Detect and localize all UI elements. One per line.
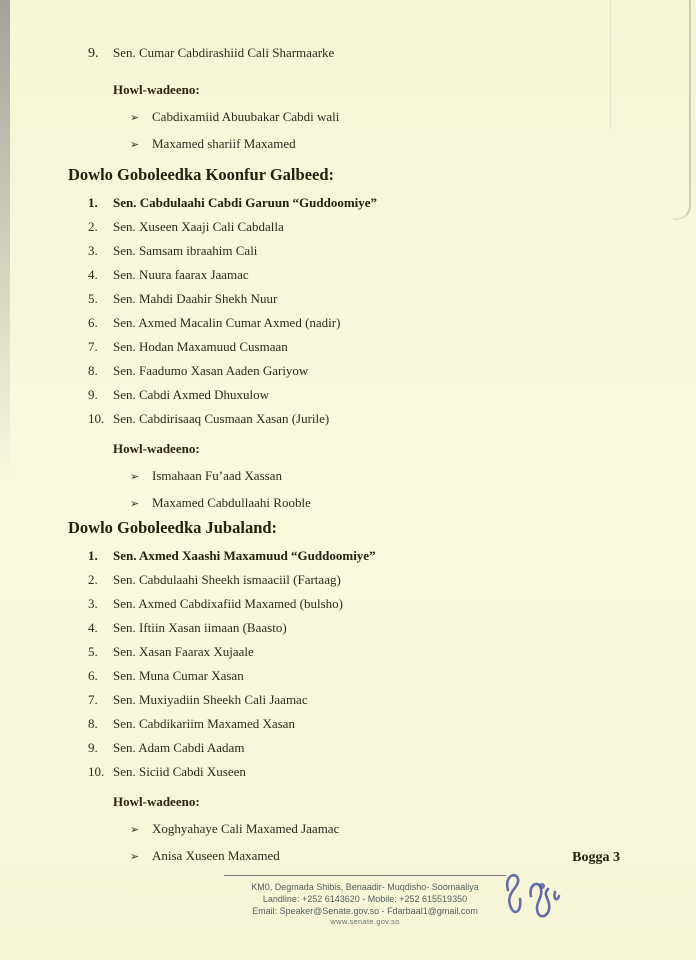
member-row <box>88 691 696 709</box>
member-number: 1. <box>88 548 98 563</box>
member-number: 3. <box>88 596 98 611</box>
member-name: Sen. Cabdulaahi Cabdi Garuun “Guddoomiye” <box>113 195 378 210</box>
member-name: Sen. Adam Cabdi Aadam <box>113 740 245 755</box>
member-list <box>0 194 696 428</box>
member-name: Sen. Axmed Xaashi Maxamuud “Guddoomiye” <box>113 548 376 563</box>
member-name: Sen. Muxiyadiin Sheekh Cali Jaamac <box>113 692 308 707</box>
member-name: Sen. Cabdulaahi Sheekh ismaaciil (Fartaag) <box>113 572 341 587</box>
sections <box>0 164 696 866</box>
member-row <box>88 362 696 380</box>
member-name: Sen. Hodan Maxamuud Cusmaan <box>113 339 288 354</box>
member-name: Sen. Samsam ibraahim Cali <box>113 243 258 258</box>
arrow-bullet-icon: ➢ <box>130 139 140 151</box>
member-number: 6. <box>88 315 98 330</box>
member-number: 7. <box>88 692 98 707</box>
page-number: Bogga 3 <box>572 850 620 865</box>
member-name: Sen. Xuseen Xaaji Cali Cabdalla <box>113 219 284 234</box>
footer-emails: Email: Speaker@Senate.gov.so - Fdarbaal1@gmail.com <box>252 906 478 916</box>
section-title: Dowlo Goboleedka Jubaland: <box>68 518 278 537</box>
member-row <box>88 571 696 589</box>
staff-item <box>130 467 696 486</box>
member-name: Sen. Cabdi Axmed Dhuxulow <box>113 387 269 402</box>
staff-heading: Howl-wadeeno: <box>113 441 200 456</box>
staff-list <box>0 467 696 513</box>
staff-name: Maxamed Cabdullaahi Rooble <box>152 495 311 510</box>
member-row <box>88 386 696 404</box>
arrow-bullet-icon: ➢ <box>130 498 140 510</box>
footer-phones: Landline: +252 6143620 - Mobile: +252 615519350 <box>262 894 468 904</box>
staff-name: Ismahaan Fu’aad Xassan <box>152 468 282 483</box>
staff-name: Cabdixamiid Abuubakar Cabdi wali <box>152 109 340 124</box>
footer-divider <box>224 875 506 876</box>
member-number: 2. <box>88 219 98 234</box>
staff-name: Maxamed shariif Maxamed <box>152 136 296 151</box>
member-number: 7. <box>88 339 98 354</box>
member-name: Sen. Muna Cumar Xasan <box>113 668 244 683</box>
member-row <box>88 547 696 565</box>
member-name: Sen. Axmed Macalin Cumar Axmed (nadir) <box>113 315 341 330</box>
arrow-bullet-icon: ➢ <box>130 851 140 863</box>
staff-item <box>130 135 696 154</box>
section-title: Dowlo Goboleedka Koonfur Galbeed: <box>68 165 335 184</box>
member-number: 10. <box>88 411 105 426</box>
staff-name: Xoghyahaye Cali Maxamed Jaamac <box>152 821 340 836</box>
footer-address: KM0, Degmada Shibis, Benaadir- Muqdisho- Soomaaliya <box>251 882 479 892</box>
member-number: 4. <box>88 620 98 635</box>
member-row <box>88 218 696 236</box>
member-name: Sen. Xasan Faarax Xujaale <box>113 644 254 659</box>
state-section <box>0 164 696 513</box>
member-row <box>88 194 696 212</box>
member-number: 9. <box>88 46 99 61</box>
arrow-bullet-icon: ➢ <box>130 471 140 483</box>
member-row <box>88 739 696 757</box>
staff-name: Anisa Xuseen Maxamed <box>152 848 280 863</box>
member-name: Sen. Mahdi Daahir Shekh Nuur <box>113 291 278 306</box>
staff-item <box>130 108 696 127</box>
member-name: Sen. Iftiin Xasan iimaan (Baasto) <box>113 620 287 635</box>
member-number: 1. <box>88 195 98 210</box>
member-name: Sen. Cabdirisaaq Cusmaan Xasan (Jurile) <box>113 411 330 426</box>
member-number: 4. <box>88 267 98 282</box>
member-name: Sen. Axmed Cabdixafiid Maxamed (bulsho) <box>113 596 343 611</box>
member-name: Sen. Siciid Cabdi Xuseen <box>113 764 246 779</box>
member-row <box>88 667 696 685</box>
member-number: 3. <box>88 243 98 258</box>
arrow-bullet-icon: ➢ <box>130 824 140 836</box>
member-row <box>88 643 696 661</box>
member-number: 9. <box>88 740 98 755</box>
member-row <box>88 314 696 332</box>
member-row <box>88 44 696 63</box>
state-section <box>0 517 696 866</box>
staff-item <box>130 494 696 513</box>
member-number: 2. <box>88 572 98 587</box>
member-name: Sen. Faadumo Xasan Aaden Gariyow <box>113 363 309 378</box>
member-row <box>88 715 696 733</box>
member-row <box>88 410 696 428</box>
handwritten-signature <box>495 866 575 944</box>
staff-item <box>130 820 696 839</box>
member-number: 5. <box>88 291 98 306</box>
member-row <box>88 763 696 781</box>
member-number: 6. <box>88 668 98 683</box>
member-name: Sen. Nuura faarax Jaamac <box>113 267 249 282</box>
member-number: 5. <box>88 644 98 659</box>
member-row <box>88 595 696 613</box>
member-list <box>0 547 696 781</box>
staff-heading: Howl-wadeeno: <box>113 82 200 97</box>
member-row <box>88 338 696 356</box>
member-name: Sen. Cabdikariim Maxamed Xasan <box>113 716 295 731</box>
member-number: 8. <box>88 363 98 378</box>
member-row <box>88 290 696 308</box>
member-number: 9. <box>88 387 98 402</box>
arrow-bullet-icon: ➢ <box>130 112 140 124</box>
staff-list <box>0 108 696 154</box>
footer-website: www.senate.gov.so <box>330 917 400 926</box>
member-name: Sen. Cumar Cabdirashiid Cali Sharmaarke <box>113 45 335 60</box>
member-row <box>88 619 696 637</box>
member-row <box>88 242 696 260</box>
member-row <box>88 266 696 284</box>
staff-heading: Howl-wadeeno: <box>113 794 200 809</box>
member-number: 10. <box>88 764 105 779</box>
member-number: 8. <box>88 716 98 731</box>
